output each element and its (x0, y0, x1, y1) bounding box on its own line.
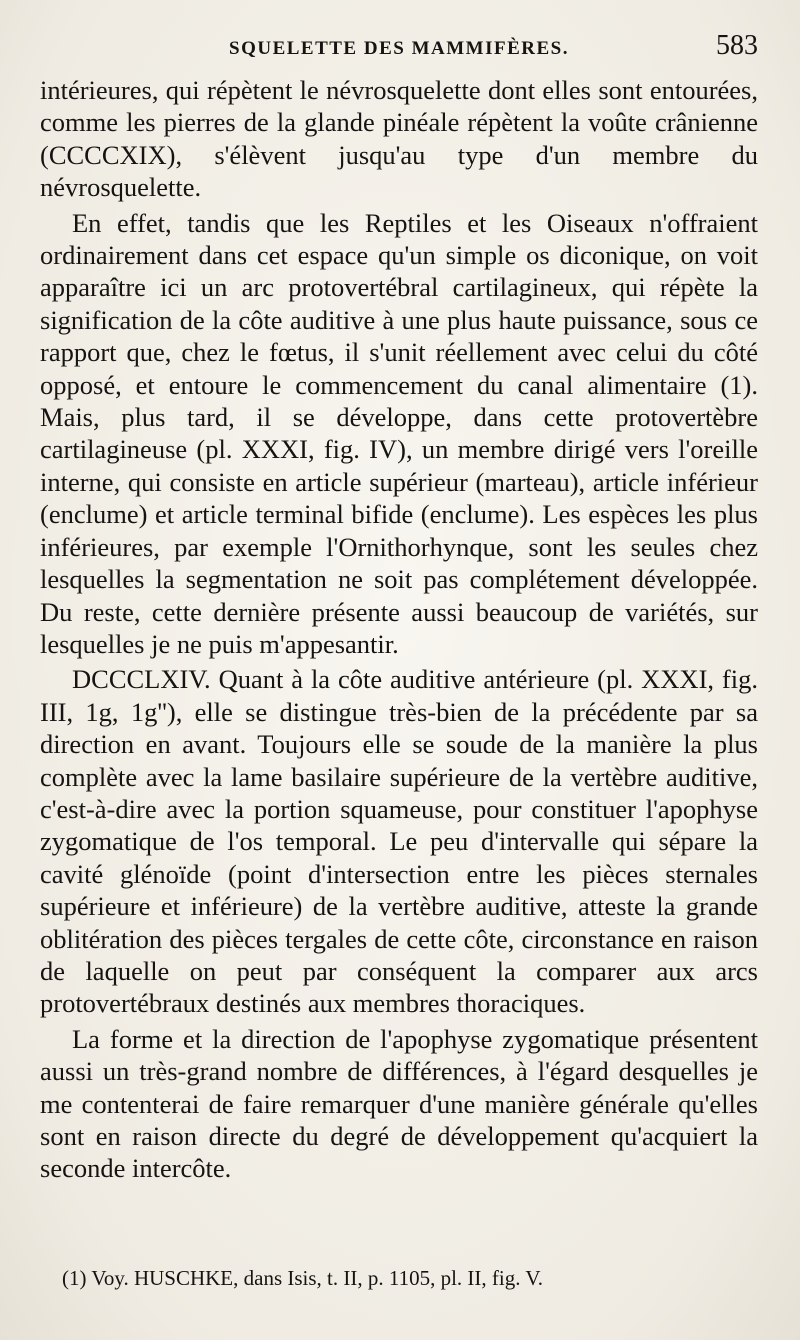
body-text (40, 74, 758, 1185)
paragraph: En effet, tandis que les Reptiles et les Oiseaux n'offraient ordinairement dans cet espace qu'un simple os diconique, on voit apparaître ici un arc protovertébral cartilagineux, qui répète la signification de la côte auditive à une plus haute puissance, sous ce rapport que, chez le fœtus, il s'unit réellement avec celui du côté opposé, et entoure le commencement du canal alimentaire (1). Mais, plus tard, il se développe, dans cette protovertèbre cartilagineuse (pl. XXXI, fig. IV), un membre dirigé vers l'oreille interne, qui consiste en article supérieur (marteau), article inférieur (enclume) et article terminal bifide (enclume). Les espèces les plus inférieures, par exemple l'Ornithorhynque, sont les seules chez lesquelles la segmentation ne soit pas complétement développée. Du reste, cette dernière présente aussi beaucoup de variétés, sur lesquelles je ne puis m'appesantir. (40, 207, 758, 659)
running-title: SQUELETTE DES MAMMIFÈRES. (229, 38, 569, 59)
paragraph: La forme et la direction de l'apophyse zygomatique présentent aussi un très-grand nombre de différences, à l'égard desquelles je me contenterai de faire remarquer d'une manière générale qu'elles sont en raison directe du degré de développement qu'acquiert la seconde intercôte. (40, 1023, 758, 1184)
footnote: (1) Voy. HUSCHKE, dans Isis, t. II, p. 1105, pl. II, fig. V. (62, 1266, 544, 1290)
page-number: 583 (716, 30, 758, 61)
paragraph: DCCCLXIV. Quant à la côte auditive antérieure (pl. XXXI, fig. III, 1g, 1g''), elle se distingue très-bien de la précédente par sa direction en avant. Toujours elle se soude de la manière la plus complète avec la lame basilaire supérieure de la vertèbre auditive, c'est-à-dire avec la portion squameuse, pour constituer l'apophyse zygomatique de l'os temporal. Le peu d'intervalle qui sépare la cavité glénoïde (point d'intersection entre les pièces sternales supérieure et inférieure) de la vertèbre auditive, atteste la grande oblitération des pièces tergales de cette côte, circonstance en raison de laquelle on peut par conséquent la comparer aux arcs protovertébraux destinés aux membres thoraciques. (40, 664, 758, 1019)
running-head (40, 30, 758, 74)
paragraph: intérieures, qui répètent le névrosquelette dont elles sont entourées, comme les pierres de la glande pinéale répètent la voûte crânienne (CCCCXIX), s'élèvent jusqu'au type d'un membre du névrosquelette. (40, 75, 758, 203)
